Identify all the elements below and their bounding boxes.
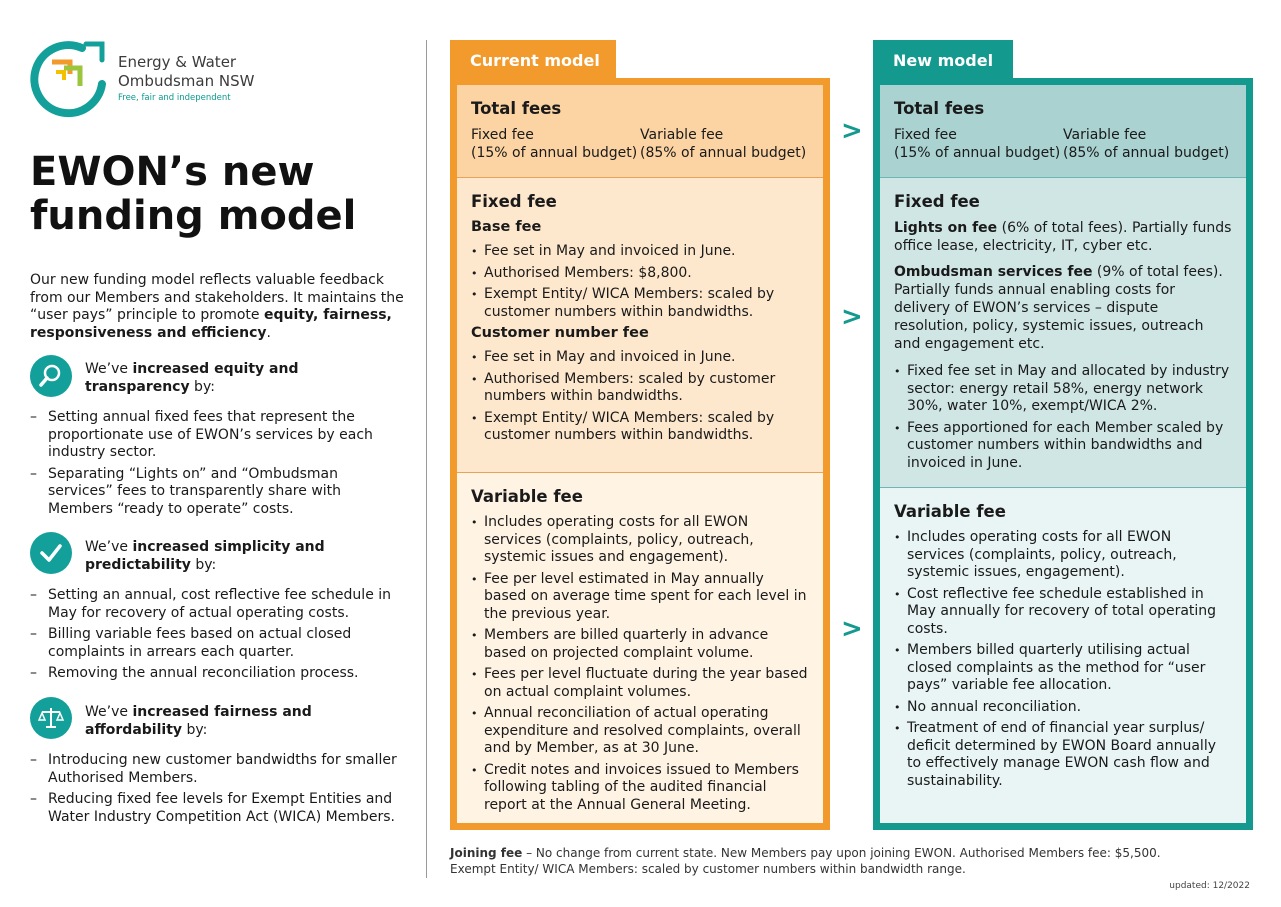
list-item: • Fee set in May and invoiced in June.: [471, 349, 809, 367]
list-item: • Members billed quarterly utilising actual closed complaints as the method for “user pays” variable fee allocation.: [894, 642, 1232, 695]
list-item: • Members are billed quarterly in advance based on projected complaint volume.: [471, 627, 809, 662]
list-item: • Fee set in May and invoiced in June.: [471, 243, 809, 261]
list-item: • Authorised Members: $8,800.: [471, 265, 809, 283]
current-variable-list: [471, 514, 809, 814]
base-fee-title: Base fee: [471, 219, 542, 235]
new-variable-fee: [880, 488, 1246, 823]
chevron-right-icon: >: [841, 614, 863, 644]
logo-tagline: Free, fair and independent: [118, 93, 231, 103]
current-fixed-fee: [457, 178, 823, 473]
chevron-right-icon: >: [841, 116, 863, 146]
list-item: • Fee per level estimated in May annually based on average time spent for each level in the previous year.: [471, 571, 809, 624]
magnifier-icon: [30, 355, 72, 397]
list-item: • Exempt Entity/ WICA Members: scaled by customer numbers within bandwidths.: [471, 410, 809, 445]
new-total-fees: [880, 85, 1246, 178]
current-variable-label: Variable fee: [640, 127, 724, 143]
list-item: • Fixed fee set in May and allocated by industry sector: energy retail 58%, energy network 30%, water 10%, exempt/WICA 2%.: [894, 363, 1232, 416]
new-variable-pct: (85% of annual budget): [1063, 145, 1230, 161]
chevron-right-icon: >: [841, 302, 863, 332]
section-heading-equity: We’ve increased equity and transparency by:: [85, 361, 299, 395]
list-item: • No annual reconciliation.: [894, 699, 1232, 717]
list-item: • Fees apportioned for each Member scaled by customer numbers within bandwidths and invoiced in June.: [894, 420, 1232, 473]
base-fee-list: [471, 243, 809, 321]
list-item: • Treatment of end of financial year surplus/ deficit determined by EWON Board annually to effectively manage EWON cash flow and sustainability.: [894, 720, 1232, 790]
scales-icon: [30, 697, 72, 739]
new-total-title: Total fees: [894, 99, 985, 118]
list-item: – Reducing fixed fee levels for Exempt Entities and Water Industry Competition Act (WICA) Members.: [30, 791, 402, 826]
equity-list: [30, 409, 402, 522]
logo-name: Energy & Water Ombudsman NSW: [118, 53, 255, 90]
list-item: • Exempt Entity/ WICA Members: scaled by customer numbers within bandwidths.: [471, 286, 809, 321]
current-model-panel: [450, 78, 830, 830]
joining-fee-note: Joining fee – No change from current state. New Members pay upon joining EWON. Authorised Members fee: $5,500. Exempt Entity/ WICA Members: scaled by customer numbers within bandwidth range.: [450, 846, 1161, 876]
current-variable-fee: [457, 473, 823, 823]
list-item: – Introducing new customer bandwidths for smaller Authorised Members.: [30, 752, 402, 787]
list-item: – Removing the annual reconciliation process.: [30, 665, 402, 683]
new-fixed-title: Fixed fee: [894, 192, 980, 211]
current-fixed-pct: (15% of annual budget): [471, 145, 638, 161]
list-item: • Includes operating costs for all EWON services (complaints, policy, outreach, systemic issues and engagement).: [471, 514, 809, 567]
list-item: – Separating “Lights on” and “Ombudsman services” fees to transparently share with Members “ready to operate” costs.: [30, 466, 402, 519]
fairness-list: [30, 752, 402, 830]
simplicity-list: [30, 587, 402, 687]
tab-new-model: New model: [873, 40, 1013, 80]
customer-number-fee-title: Customer number fee: [471, 325, 649, 341]
customer-number-fee-list: [471, 349, 809, 445]
list-item: – Setting annual fixed fees that represent the proportionate use of EWON’s services by each industry sector.: [30, 409, 402, 462]
list-item: • Cost reflective fee schedule established in May annually for recovery of total operating costs.: [894, 586, 1232, 639]
current-fixed-title: Fixed fee: [471, 192, 557, 211]
new-variable-label: Variable fee: [1063, 127, 1147, 143]
column-divider: [426, 40, 427, 878]
new-fixed-fee: [880, 178, 1246, 488]
section-heading-simplicity: We’ve increased simplicity and predictability by:: [85, 539, 325, 573]
list-item: – Setting an annual, cost reflective fee schedule in May for recovery of actual operating costs.: [30, 587, 402, 622]
page-title: EWON’s new funding model: [30, 149, 357, 239]
current-total-title: Total fees: [471, 99, 562, 118]
checkmark-icon: [30, 532, 72, 574]
new-model-panel: [873, 78, 1253, 830]
current-total-fees: [457, 85, 823, 178]
list-item: • Authorised Members: scaled by customer numbers within bandwidths.: [471, 371, 809, 406]
new-fixed-list: [894, 363, 1232, 472]
list-item: • Fees per level fluctuate during the year based on actual complaint volumes.: [471, 666, 809, 701]
updated-date: updated: 12/2022: [1169, 881, 1250, 891]
list-item: • Includes operating costs for all EWON services (complaints, policy, outreach, systemic issues, engagement).: [894, 529, 1232, 582]
new-variable-list: [894, 529, 1232, 790]
lights-on-fee: Lights on fee (6% of total fees). Partially funds office lease, electricity, IT, cyber etc.: [894, 220, 1232, 254]
new-variable-title: Variable fee: [894, 502, 1006, 521]
current-fixed-label: Fixed fee: [471, 127, 534, 143]
list-item: • Credit notes and invoices issued to Members following tabling of the audited financial report at the Annual General Meeting.: [471, 762, 809, 815]
list-item: – Billing variable fees based on actual closed complaints in arrears each quarter.: [30, 626, 402, 661]
new-fixed-pct: (15% of annual budget): [894, 145, 1061, 161]
section-heading-fairness: We’ve increased fairness and affordability by:: [85, 704, 312, 738]
ewon-logo-icon: [30, 40, 108, 118]
list-item: • Annual reconciliation of actual operating expenditure and resolved complaints, overall and by Member, as at 30 June.: [471, 705, 809, 758]
intro-paragraph: Our new funding model reflects valuable feedback from our Members and stakeholders. It maintains the “user pays” principle to promote equity, fairness, responsiveness and efficiency.: [30, 272, 404, 341]
new-fixed-label: Fixed fee: [894, 127, 957, 143]
tab-current-model: Current model: [450, 40, 616, 80]
ombudsman-services-fee: Ombudsman services fee (9% of total fees). Partially funds annual enabling costs for delivery of EWON’s services – dispute resolution, policy, systemic issues, outreach and engagement etc.: [894, 264, 1223, 352]
current-variable-title: Variable fee: [471, 487, 583, 506]
current-variable-pct: (85% of annual budget): [640, 145, 807, 161]
